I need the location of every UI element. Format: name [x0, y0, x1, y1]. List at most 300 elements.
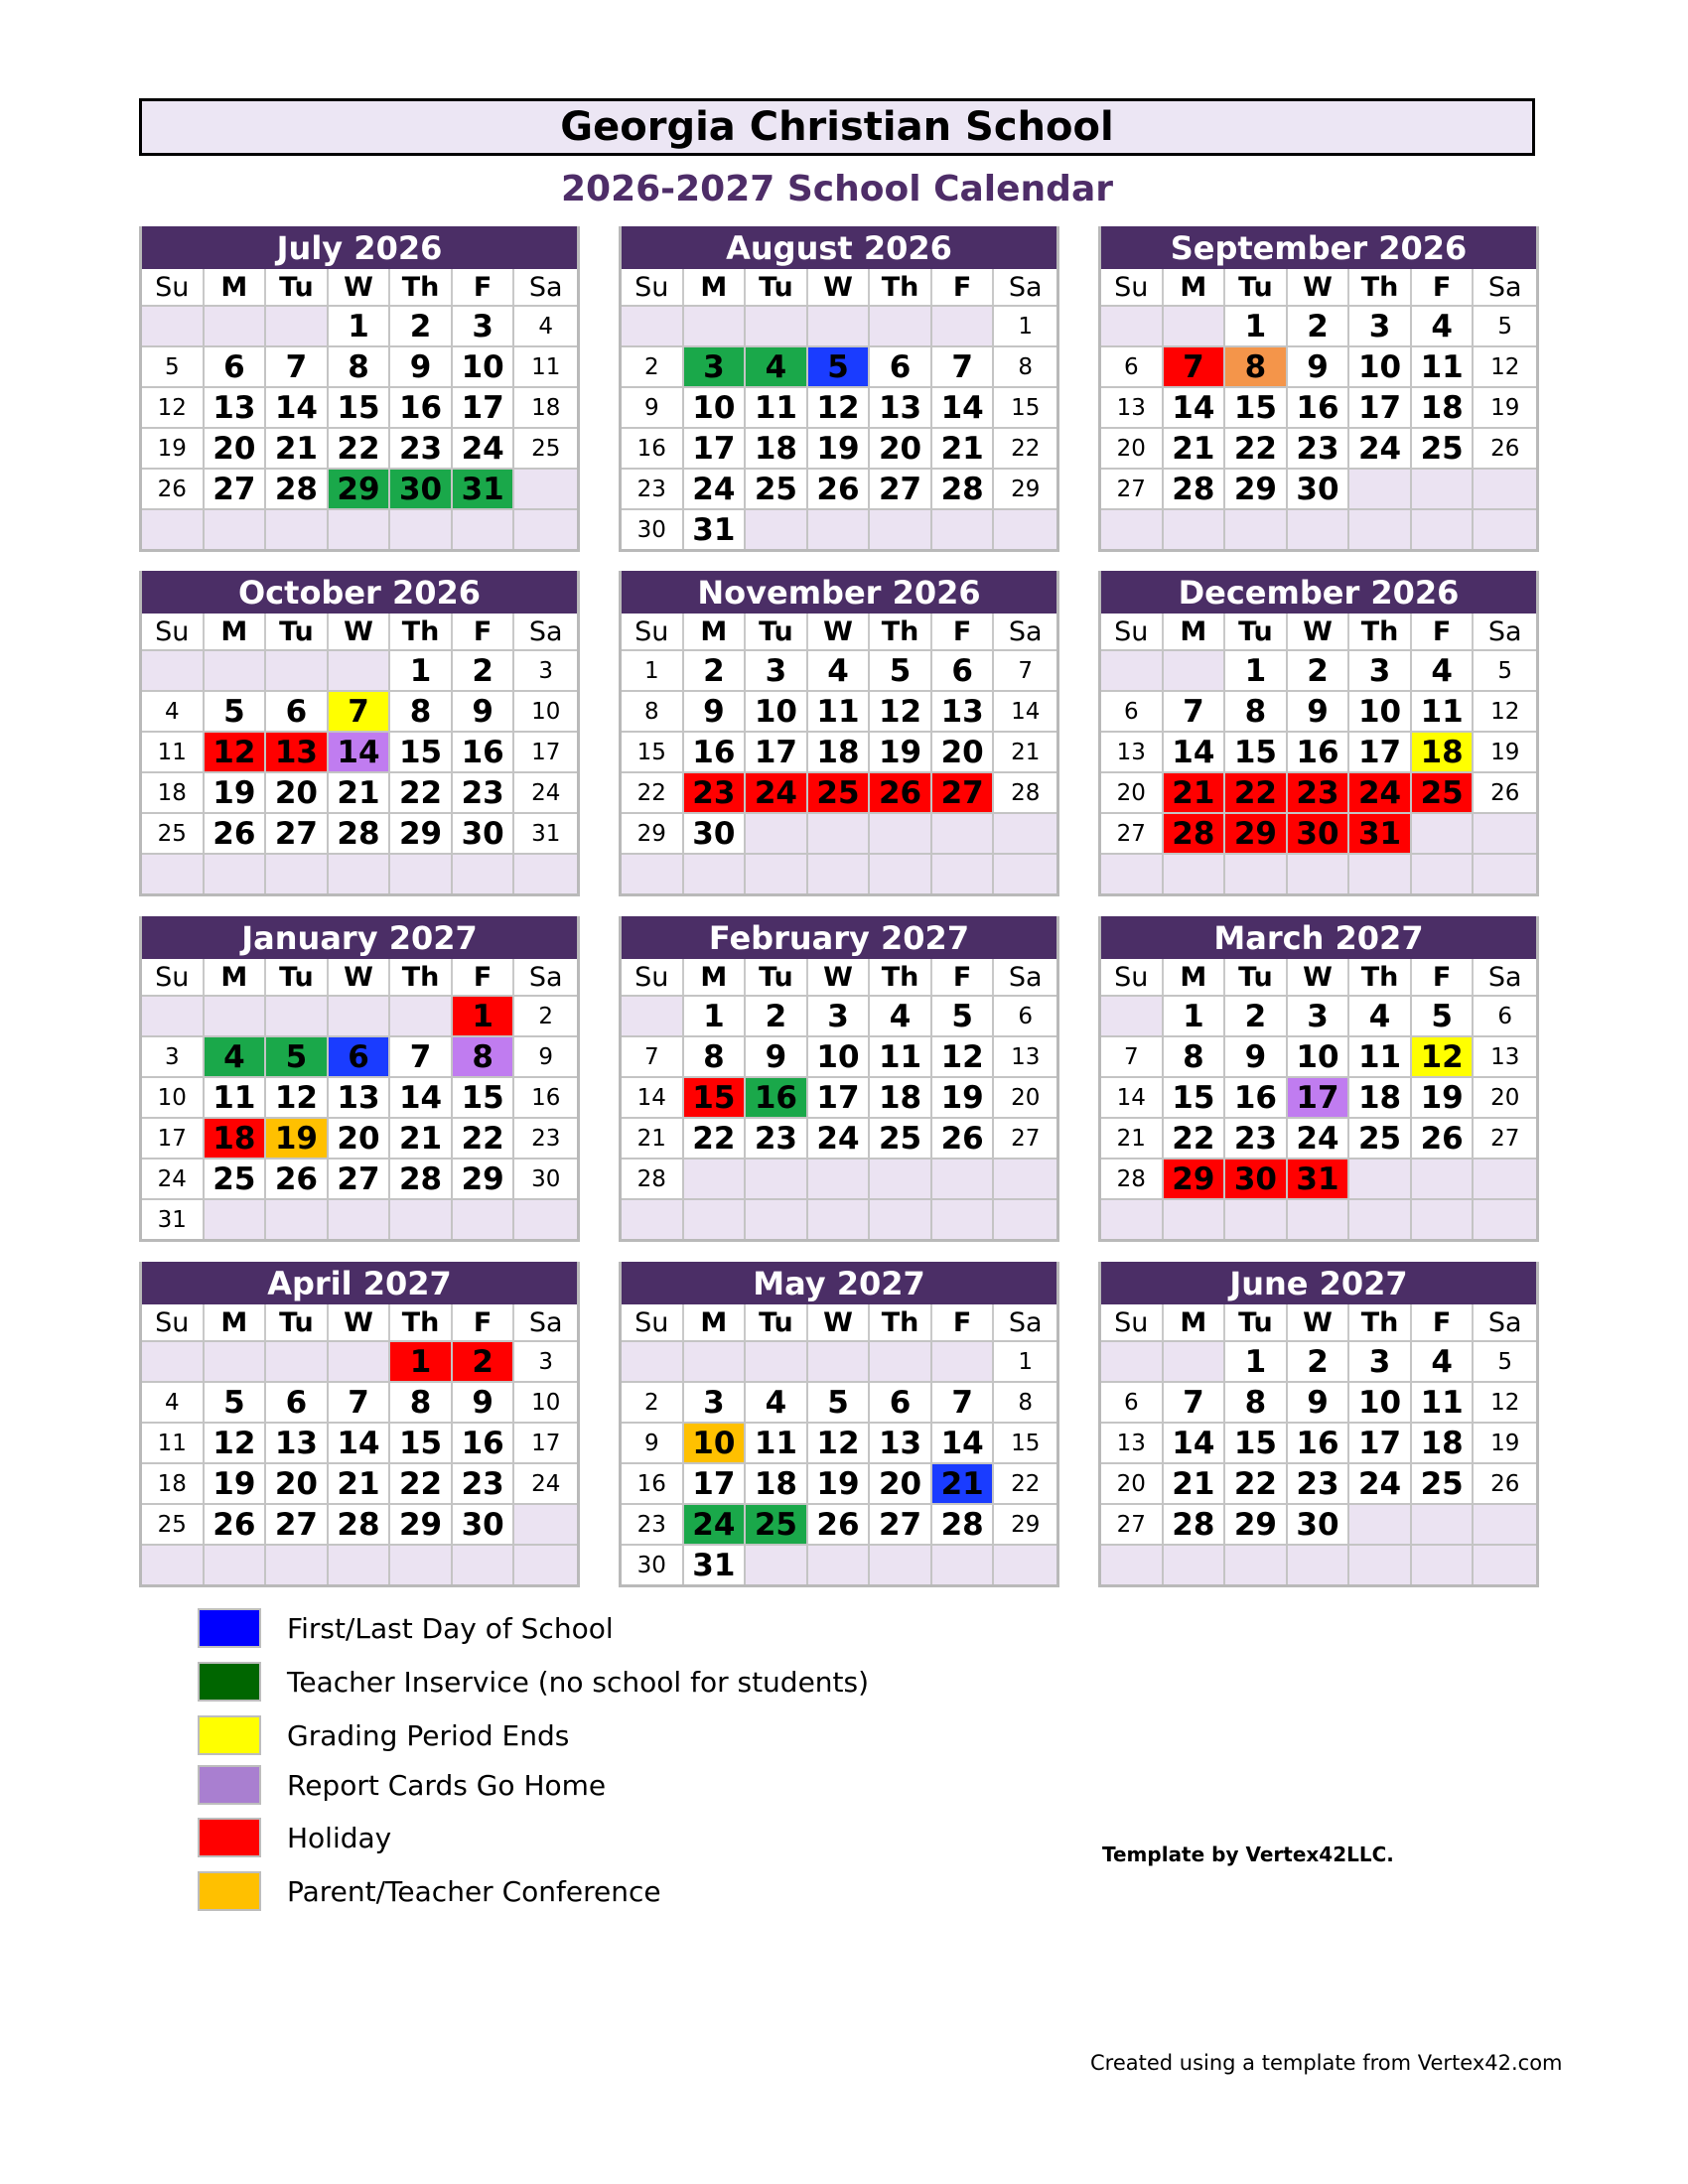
- empty-day-cell: [932, 853, 995, 893]
- day-cell: 16: [746, 1076, 808, 1117]
- empty-day-cell: [1412, 1198, 1475, 1239]
- empty-day-cell: [994, 508, 1056, 549]
- day-cell: 18: [142, 771, 205, 812]
- day-cell: 19: [266, 1117, 329, 1158]
- empty-day-cell: [622, 1198, 684, 1239]
- empty-day-cell: [684, 1198, 747, 1239]
- day-grid: [142, 1340, 577, 1584]
- month-title: June 2027: [1101, 1262, 1536, 1304]
- day-cell: 3: [1349, 305, 1412, 345]
- month-title: August 2026: [622, 226, 1056, 269]
- empty-day-cell: [266, 508, 329, 549]
- empty-day-cell: [205, 1340, 267, 1381]
- day-cell: 14: [1164, 731, 1226, 771]
- day-cell: 9: [1288, 690, 1350, 731]
- day-cell: 14: [266, 386, 329, 427]
- legend-label: First/Last Day of School: [287, 1611, 614, 1645]
- weekday-label: Sa: [514, 614, 577, 649]
- empty-day-cell: [142, 1544, 205, 1584]
- weekday-label: F: [932, 959, 995, 995]
- day-cell: 27: [1474, 1117, 1536, 1158]
- day-cell: 15: [1225, 386, 1288, 427]
- weekday-row: [1101, 269, 1536, 305]
- day-cell: 20: [329, 1117, 391, 1158]
- weekday-row: [622, 269, 1056, 305]
- empty-day-cell: [684, 853, 747, 893]
- day-cell: 14: [994, 690, 1056, 731]
- empty-day-cell: [1474, 812, 1536, 853]
- weekday-label: Su: [622, 269, 684, 305]
- empty-day-cell: [808, 812, 871, 853]
- legend-item-grading: [198, 1715, 1091, 1755]
- day-cell: 27: [266, 1503, 329, 1544]
- empty-day-cell: [1349, 1158, 1412, 1198]
- day-cell: 25: [142, 812, 205, 853]
- day-cell: 26: [870, 771, 932, 812]
- day-cell: 29: [1164, 1158, 1226, 1198]
- day-cell: 17: [1349, 386, 1412, 427]
- day-cell: 27: [1101, 812, 1164, 853]
- day-cell: 11: [1412, 690, 1475, 731]
- day-cell: 6: [266, 690, 329, 731]
- day-cell: 24: [514, 1462, 577, 1503]
- day-cell: 29: [329, 468, 391, 508]
- day-cell: 6: [329, 1035, 391, 1076]
- weekday-label: Th: [390, 269, 453, 305]
- day-cell: 25: [870, 1117, 932, 1158]
- day-cell: 10: [1349, 1381, 1412, 1422]
- month-calendar: [139, 916, 580, 1242]
- empty-day-cell: [870, 508, 932, 549]
- weekday-label: F: [453, 614, 515, 649]
- day-cell: 26: [1474, 771, 1536, 812]
- empty-day-cell: [1349, 468, 1412, 508]
- day-cell: 7: [266, 345, 329, 386]
- weekday-label: Th: [1349, 269, 1412, 305]
- empty-day-cell: [870, 1198, 932, 1239]
- day-cell: 17: [684, 427, 747, 468]
- day-cell: 14: [622, 1076, 684, 1117]
- month-calendar: [1098, 916, 1539, 1242]
- weekday-row: [622, 1304, 1056, 1340]
- weekday-label: Tu: [266, 959, 329, 995]
- month-calendar: [619, 571, 1059, 896]
- day-cell: 8: [453, 1035, 515, 1076]
- day-cell: 23: [453, 1462, 515, 1503]
- day-cell: 7: [329, 1381, 391, 1422]
- day-cell: 31: [142, 1198, 205, 1239]
- day-cell: 13: [1101, 731, 1164, 771]
- empty-day-cell: [1349, 853, 1412, 893]
- weekday-label: Su: [622, 959, 684, 995]
- weekday-label: Sa: [1474, 1304, 1536, 1340]
- empty-day-cell: [808, 1158, 871, 1198]
- empty-day-cell: [514, 1503, 577, 1544]
- day-cell: 29: [390, 812, 453, 853]
- empty-day-cell: [1474, 468, 1536, 508]
- day-cell: 24: [808, 1117, 871, 1158]
- day-cell: 13: [266, 1422, 329, 1462]
- weekday-label: M: [1164, 959, 1226, 995]
- day-cell: 7: [622, 1035, 684, 1076]
- day-cell: 11: [205, 1076, 267, 1117]
- day-cell: 21: [1164, 771, 1226, 812]
- day-cell: 1: [1225, 649, 1288, 690]
- day-cell: 15: [329, 386, 391, 427]
- day-cell: 7: [1101, 1035, 1164, 1076]
- day-cell: 7: [1164, 690, 1226, 731]
- day-cell: 4: [514, 305, 577, 345]
- day-cell: 26: [142, 468, 205, 508]
- day-cell: 8: [329, 345, 391, 386]
- day-cell: 16: [1225, 1076, 1288, 1117]
- day-cell: 5: [932, 995, 995, 1035]
- day-cell: 12: [1474, 1381, 1536, 1422]
- weekday-label: W: [329, 614, 391, 649]
- weekday-label: Su: [142, 1304, 205, 1340]
- day-cell: 16: [1288, 731, 1350, 771]
- day-cell: 30: [1225, 1158, 1288, 1198]
- day-cell: 16: [453, 1422, 515, 1462]
- legend-label: Parent/Teacher Conference: [287, 1874, 661, 1908]
- empty-day-cell: [932, 1198, 995, 1239]
- day-cell: 21: [1101, 1117, 1164, 1158]
- day-cell: 20: [266, 1462, 329, 1503]
- day-cell: 12: [205, 1422, 267, 1462]
- day-cell: 9: [514, 1035, 577, 1076]
- weekday-label: Tu: [266, 1304, 329, 1340]
- empty-day-cell: [1164, 1544, 1226, 1584]
- empty-day-cell: [1101, 649, 1164, 690]
- empty-day-cell: [746, 1158, 808, 1198]
- day-cell: 21: [329, 1462, 391, 1503]
- empty-day-cell: [329, 1198, 391, 1239]
- day-cell: 6: [1101, 345, 1164, 386]
- day-cell: 25: [746, 1503, 808, 1544]
- day-grid: [622, 649, 1056, 893]
- day-cell: 29: [390, 1503, 453, 1544]
- empty-day-cell: [1225, 1198, 1288, 1239]
- day-cell: 14: [932, 1422, 995, 1462]
- day-cell: 19: [932, 1076, 995, 1117]
- empty-day-cell: [1164, 1340, 1226, 1381]
- day-cell: 30: [1288, 468, 1350, 508]
- day-cell: 27: [205, 468, 267, 508]
- day-cell: 27: [1101, 1503, 1164, 1544]
- month-calendar: [619, 1262, 1059, 1587]
- weekday-row: [142, 1304, 577, 1340]
- day-cell: 23: [390, 427, 453, 468]
- month-title: October 2026: [142, 571, 577, 614]
- day-cell: 3: [514, 649, 577, 690]
- day-cell: 23: [1288, 1462, 1350, 1503]
- weekday-label: Su: [1101, 614, 1164, 649]
- day-cell: 25: [1349, 1117, 1412, 1158]
- day-cell: 13: [329, 1076, 391, 1117]
- day-cell: 19: [808, 427, 871, 468]
- empty-day-cell: [205, 649, 267, 690]
- day-cell: 23: [1225, 1117, 1288, 1158]
- day-cell: 20: [1474, 1076, 1536, 1117]
- day-cell: 17: [808, 1076, 871, 1117]
- day-cell: 3: [808, 995, 871, 1035]
- day-cell: 14: [1101, 1076, 1164, 1117]
- day-cell: 1: [1164, 995, 1226, 1035]
- day-cell: 2: [390, 305, 453, 345]
- day-cell: 3: [514, 1340, 577, 1381]
- day-cell: 10: [1349, 690, 1412, 731]
- empty-day-cell: [932, 508, 995, 549]
- legend-item-report: [198, 1765, 1091, 1805]
- day-cell: 22: [994, 427, 1056, 468]
- weekday-label: Th: [1349, 1304, 1412, 1340]
- day-cell: 5: [142, 345, 205, 386]
- weekday-label: Su: [142, 959, 205, 995]
- month-calendar: [139, 571, 580, 896]
- day-grid: [142, 305, 577, 549]
- empty-day-cell: [622, 305, 684, 345]
- day-cell: 5: [205, 690, 267, 731]
- legend-item-conference: [198, 1871, 1091, 1911]
- day-cell: 3: [684, 1381, 747, 1422]
- weekday-label: F: [932, 1304, 995, 1340]
- month-calendar: [619, 916, 1059, 1242]
- day-cell: 25: [142, 1503, 205, 1544]
- empty-day-cell: [1164, 508, 1226, 549]
- empty-day-cell: [453, 853, 515, 893]
- weekday-label: Th: [1349, 959, 1412, 995]
- empty-day-cell: [870, 1544, 932, 1584]
- weekday-label: W: [329, 959, 391, 995]
- day-cell: 29: [622, 812, 684, 853]
- day-cell: 15: [390, 731, 453, 771]
- day-cell: 22: [329, 427, 391, 468]
- empty-day-cell: [142, 853, 205, 893]
- day-cell: 22: [453, 1117, 515, 1158]
- day-cell: 19: [1412, 1076, 1475, 1117]
- day-cell: 6: [1101, 1381, 1164, 1422]
- weekday-label: W: [1288, 269, 1350, 305]
- day-cell: 23: [684, 771, 747, 812]
- day-cell: 15: [622, 731, 684, 771]
- day-cell: 3: [142, 1035, 205, 1076]
- day-cell: 18: [142, 1462, 205, 1503]
- empty-day-cell: [266, 1544, 329, 1584]
- day-cell: 12: [266, 1076, 329, 1117]
- day-cell: 29: [453, 1158, 515, 1198]
- weekday-row: [622, 959, 1056, 995]
- empty-day-cell: [142, 995, 205, 1035]
- day-cell: 22: [1225, 427, 1288, 468]
- day-cell: 10: [684, 386, 747, 427]
- day-cell: 10: [746, 690, 808, 731]
- day-cell: 17: [453, 386, 515, 427]
- legend-label: Holiday: [287, 1821, 392, 1854]
- day-cell: 18: [1412, 731, 1475, 771]
- legend-item-holiday: [198, 1818, 1091, 1857]
- legend-item-inservice: [198, 1662, 1091, 1702]
- day-cell: 30: [514, 1158, 577, 1198]
- empty-day-cell: [808, 508, 871, 549]
- day-cell: 30: [390, 468, 453, 508]
- day-cell: 5: [1474, 305, 1536, 345]
- month-calendar: [1098, 571, 1539, 896]
- weekday-label: M: [1164, 1304, 1226, 1340]
- empty-day-cell: [1349, 1198, 1412, 1239]
- day-cell: 23: [622, 468, 684, 508]
- day-cell: 15: [994, 386, 1056, 427]
- empty-day-cell: [329, 995, 391, 1035]
- calendar-subtitle: 2026-2027 School Calendar: [560, 169, 1113, 209]
- empty-day-cell: [453, 1544, 515, 1584]
- weekday-label: M: [684, 1304, 747, 1340]
- empty-day-cell: [205, 995, 267, 1035]
- day-cell: 30: [1288, 1503, 1350, 1544]
- day-cell: 7: [932, 1381, 995, 1422]
- empty-day-cell: [994, 853, 1056, 893]
- empty-day-cell: [622, 1340, 684, 1381]
- day-cell: 25: [808, 771, 871, 812]
- empty-day-cell: [746, 1198, 808, 1239]
- template-credit: Template by Vertex42LLC.: [1102, 1843, 1394, 1866]
- month-title: May 2027: [622, 1262, 1056, 1304]
- weekday-label: F: [453, 1304, 515, 1340]
- weekday-label: Sa: [994, 269, 1056, 305]
- weekday-row: [1101, 614, 1536, 649]
- day-cell: 25: [514, 427, 577, 468]
- day-cell: 12: [870, 690, 932, 731]
- day-cell: 14: [1164, 386, 1226, 427]
- day-grid: [622, 1340, 1056, 1584]
- day-cell: 16: [1288, 1422, 1350, 1462]
- day-cell: 22: [390, 771, 453, 812]
- weekday-row: [622, 614, 1056, 649]
- weekday-label: Tu: [1225, 1304, 1288, 1340]
- day-cell: 12: [1474, 345, 1536, 386]
- empty-day-cell: [932, 305, 995, 345]
- day-grid: [1101, 1340, 1536, 1584]
- empty-day-cell: [390, 508, 453, 549]
- day-cell: 6: [266, 1381, 329, 1422]
- day-cell: 14: [329, 731, 391, 771]
- day-cell: 9: [622, 386, 684, 427]
- empty-day-cell: [1349, 1503, 1412, 1544]
- day-cell: 26: [205, 1503, 267, 1544]
- day-cell: 16: [622, 1462, 684, 1503]
- day-cell: 16: [390, 386, 453, 427]
- day-cell: 5: [266, 1035, 329, 1076]
- empty-day-cell: [1288, 508, 1350, 549]
- day-cell: 26: [932, 1117, 995, 1158]
- day-cell: 22: [994, 1462, 1056, 1503]
- day-cell: 11: [808, 690, 871, 731]
- empty-day-cell: [1101, 305, 1164, 345]
- day-cell: 12: [1474, 690, 1536, 731]
- day-cell: 5: [205, 1381, 267, 1422]
- legend-swatch: [198, 1608, 261, 1648]
- day-cell: 8: [1164, 1035, 1226, 1076]
- day-cell: 13: [205, 386, 267, 427]
- day-cell: 4: [142, 1381, 205, 1422]
- day-cell: 1: [390, 649, 453, 690]
- day-cell: 20: [994, 1076, 1056, 1117]
- empty-day-cell: [808, 1198, 871, 1239]
- day-cell: 28: [1164, 812, 1226, 853]
- day-cell: 11: [142, 731, 205, 771]
- day-grid: [142, 995, 577, 1239]
- day-cell: 23: [453, 771, 515, 812]
- day-cell: 19: [1474, 731, 1536, 771]
- empty-day-cell: [1412, 468, 1475, 508]
- day-cell: 15: [390, 1422, 453, 1462]
- weekday-label: F: [453, 269, 515, 305]
- day-grid: [622, 305, 1056, 549]
- day-cell: 23: [1288, 427, 1350, 468]
- day-cell: 23: [746, 1117, 808, 1158]
- day-cell: 16: [453, 731, 515, 771]
- day-cell: 8: [622, 690, 684, 731]
- empty-day-cell: [453, 508, 515, 549]
- day-cell: 20: [870, 1462, 932, 1503]
- day-cell: 6: [205, 345, 267, 386]
- day-cell: 22: [684, 1117, 747, 1158]
- day-cell: 30: [684, 812, 747, 853]
- weekday-label: Tu: [266, 269, 329, 305]
- day-cell: 8: [1225, 345, 1288, 386]
- day-cell: 18: [746, 427, 808, 468]
- day-cell: 14: [932, 386, 995, 427]
- empty-day-cell: [142, 1340, 205, 1381]
- empty-day-cell: [746, 853, 808, 893]
- day-cell: 15: [453, 1076, 515, 1117]
- empty-day-cell: [1412, 1503, 1475, 1544]
- day-cell: 13: [870, 386, 932, 427]
- weekday-label: Tu: [266, 614, 329, 649]
- month-title: January 2027: [142, 916, 577, 959]
- day-cell: 15: [1164, 1076, 1226, 1117]
- day-cell: 19: [205, 1462, 267, 1503]
- day-cell: 31: [514, 812, 577, 853]
- empty-day-cell: [932, 1544, 995, 1584]
- day-cell: 22: [1225, 1462, 1288, 1503]
- day-cell: 31: [1349, 812, 1412, 853]
- day-cell: 28: [1164, 1503, 1226, 1544]
- day-cell: 11: [1349, 1035, 1412, 1076]
- day-cell: 18: [1412, 1422, 1475, 1462]
- empty-day-cell: [514, 1544, 577, 1584]
- day-cell: 15: [1225, 731, 1288, 771]
- empty-day-cell: [1349, 1544, 1412, 1584]
- weekday-label: W: [808, 959, 871, 995]
- empty-day-cell: [1164, 305, 1226, 345]
- empty-day-cell: [808, 853, 871, 893]
- day-cell: 13: [1474, 1035, 1536, 1076]
- day-cell: 1: [994, 305, 1056, 345]
- day-cell: 13: [266, 731, 329, 771]
- empty-day-cell: [1225, 1544, 1288, 1584]
- day-cell: 21: [1164, 427, 1226, 468]
- weekday-label: W: [1288, 1304, 1350, 1340]
- day-cell: 7: [994, 649, 1056, 690]
- weekday-label: W: [1288, 614, 1350, 649]
- empty-day-cell: [932, 812, 995, 853]
- day-cell: 19: [205, 771, 267, 812]
- day-cell: 29: [1225, 812, 1288, 853]
- day-cell: 24: [1349, 1462, 1412, 1503]
- weekday-label: Tu: [1225, 614, 1288, 649]
- day-cell: 2: [622, 1381, 684, 1422]
- day-cell: 21: [329, 771, 391, 812]
